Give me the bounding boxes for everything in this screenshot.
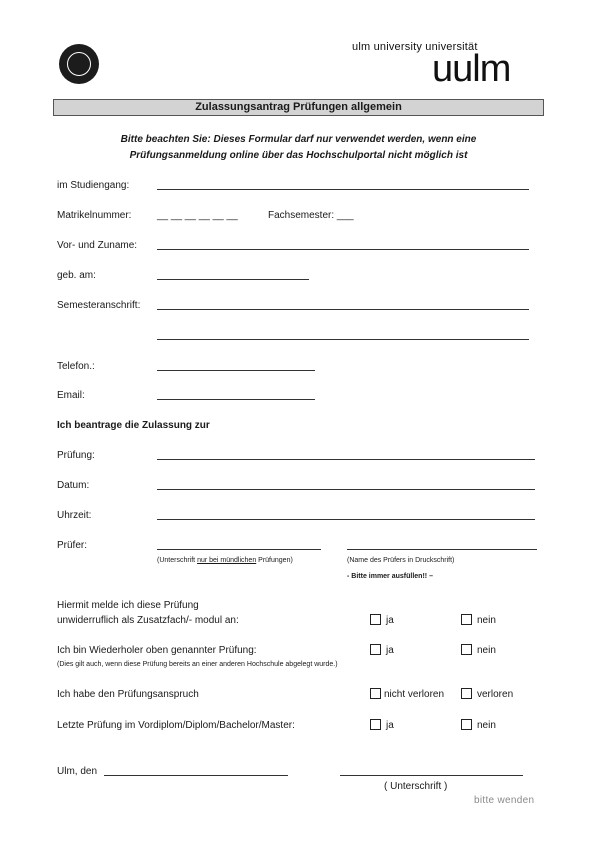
q4-label: Letzte Prüfung im Vordiplom/Diplom/Bachelor/Master: (57, 720, 295, 731)
studiengang-label: im Studiengang: (57, 180, 130, 191)
q4-ja-label: ja (386, 720, 394, 731)
q4-ja-checkbox[interactable] (370, 719, 381, 730)
q1-nein-checkbox[interactable] (461, 614, 472, 625)
signature-note-post: Prüfungen) (256, 557, 293, 564)
q1-line-1: Hiermit melde ich diese Prüfung (57, 600, 199, 611)
q2-nein-label: nein (477, 645, 496, 656)
pruefung-label: Prüfung: (57, 450, 95, 461)
signature-field[interactable] (340, 775, 523, 776)
signature-note (157, 557, 293, 564)
name-field[interactable] (157, 249, 529, 250)
q3-verloren-checkbox[interactable] (461, 688, 472, 699)
q3-label: Ich habe den Prüfungsanspruch (57, 689, 199, 700)
name-label: Vor- und Zuname: (57, 240, 138, 251)
q1-line-2: unwiderruflich als Zusatzfach/- modul an: (57, 615, 239, 626)
q1-ja-checkbox[interactable] (370, 614, 381, 625)
fill-note: - Bitte immer ausfüllen!! – (347, 573, 433, 580)
studiengang-field[interactable] (157, 189, 529, 190)
q4-nein-checkbox[interactable] (461, 719, 472, 730)
turn-over-note: bitte wenden (474, 795, 535, 806)
pruefer-signature-field[interactable] (157, 549, 321, 550)
name-note: (Name des Prüfers in Druckschrift) (347, 557, 455, 564)
datum-field[interactable] (157, 489, 535, 490)
notice-line-2: Prüfungsanmeldung online über das Hochschulportal nicht möglich ist (129, 150, 468, 161)
signature-label: ( Unterschrift ) (384, 781, 448, 792)
q1-nein-label: nein (477, 615, 496, 626)
fachsemester-field[interactable]: Fachsemester: ___ (268, 210, 354, 221)
q4-nein-label: nein (477, 720, 496, 731)
uhrzeit-field[interactable] (157, 519, 535, 520)
signature-note-underlined: nur bei mündlichen (197, 557, 257, 564)
q3-nicht-verloren-label: nicht verloren (384, 689, 445, 700)
section-heading: Ich beantrage die Zulassung zur (57, 420, 210, 431)
email-label: Email: (57, 390, 85, 401)
matrikel-field[interactable]: __ __ __ __ __ __ (157, 210, 238, 221)
q2-note: (Dies gilt auch, wenn diese Prüfung bereits an einer anderen Hochschule abgelegt wurde.) (57, 661, 338, 668)
place-date-label: Ulm, den (57, 766, 98, 777)
q2-ja-checkbox[interactable] (370, 644, 381, 655)
q2-label: Ich bin Wiederholer oben genannter Prüfung: (57, 645, 257, 656)
uhrzeit-label: Uhrzeit: (57, 510, 92, 521)
q3-nicht-verloren-checkbox[interactable] (370, 688, 381, 699)
geb-field[interactable] (157, 279, 309, 280)
signature-note-pre: (Unterschrift (157, 557, 198, 564)
telefon-label: Telefon.: (57, 361, 95, 372)
semesteranschrift-label: Semesteranschrift: (57, 300, 141, 311)
matrikel-label: Matrikelnummer: (57, 210, 132, 221)
semesteranschrift-field-2[interactable] (157, 339, 529, 340)
brand-logo: uulm (432, 48, 511, 90)
date-field[interactable] (104, 775, 288, 776)
form-title: Zulassungsantrag Prüfungen allgemein (53, 99, 544, 116)
pruefer-name-field[interactable] (347, 549, 537, 550)
brand-subtitle: ulm university universität (352, 41, 478, 53)
q1-ja-label: ja (386, 615, 394, 626)
university-seal-icon (59, 44, 99, 84)
pruefung-field[interactable] (157, 459, 535, 460)
telefon-field[interactable] (157, 370, 315, 371)
datum-label: Datum: (57, 480, 90, 491)
geb-label: geb. am: (57, 270, 96, 281)
q2-nein-checkbox[interactable] (461, 644, 472, 655)
pruefer-label: Prüfer: (57, 540, 88, 551)
email-field[interactable] (157, 399, 315, 400)
q2-ja-label: ja (386, 645, 394, 656)
notice-line-1: Bitte beachten Sie: Dieses Formular darf nur verwendet werden, wenn eine (120, 134, 477, 145)
semesteranschrift-field-1[interactable] (157, 309, 529, 310)
q3-verloren-label: verloren (477, 689, 514, 700)
